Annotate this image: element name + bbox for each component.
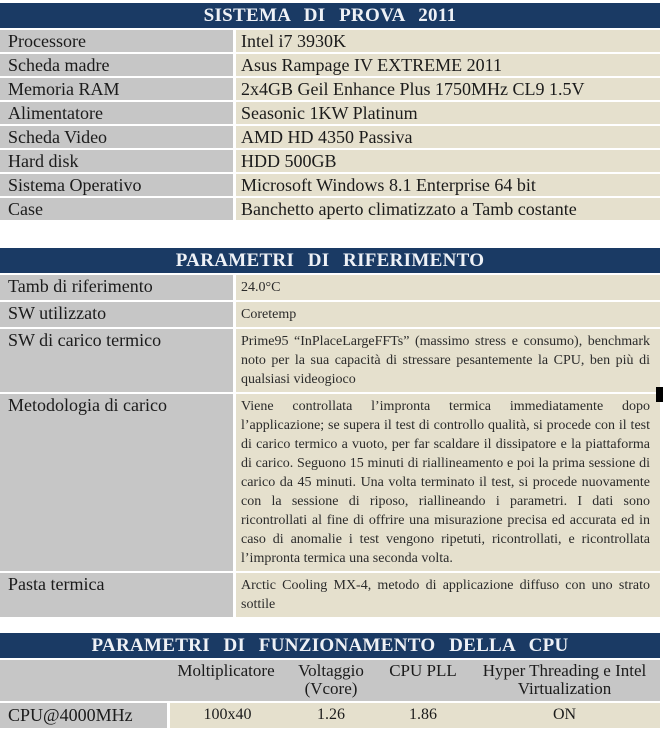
spec-label: Pasta termica: [0, 573, 233, 617]
spec-value: Coretemp: [236, 302, 660, 327]
reference-table: [0, 248, 660, 617]
spec-row: [0, 394, 660, 571]
cpu-cell-cpu-pll: 1.86: [409, 706, 437, 723]
spec-label: Alimentatore: [0, 102, 233, 124]
spec-value: HDD 500GB: [236, 150, 660, 172]
spec-value: Arctic Cooling MX-4, metodo di applicazione diffuso con uno strato sottile: [236, 573, 660, 617]
spec-row: [0, 174, 660, 196]
spec-label: Sistema Operativo: [0, 174, 233, 196]
spec-label: Scheda madre: [0, 54, 233, 76]
cpu-cell-voltaggio: 1.26: [317, 706, 345, 723]
spec-label: Memoria RAM: [0, 78, 233, 100]
cpu-column-header-empty: [0, 662, 167, 698]
spec-row: [0, 30, 660, 52]
spec-value: Seasonic 1KW Platinum: [236, 102, 660, 124]
spec-value: 24.0°C: [236, 275, 660, 300]
spec-value: Asus Rampage IV EXTREME 2011: [236, 54, 660, 76]
spec-label: Scheda Video: [0, 126, 233, 148]
spec-label: Processore: [0, 30, 233, 52]
spec-row: [0, 102, 660, 124]
spec-row: [0, 198, 660, 220]
spec-row: [0, 54, 660, 76]
spec-value: AMD HD 4350 Passiva: [236, 126, 660, 148]
cpu-column-header-voltaggio: Voltaggio (Vcore): [298, 661, 364, 698]
spec-label: Tamb di riferimento: [0, 275, 233, 300]
table-gap: [0, 222, 660, 248]
cpu-cell-moltiplicatore: 100x40: [203, 706, 252, 723]
cpu-columns-row: [0, 660, 660, 701]
table-gap: [0, 619, 660, 633]
spec-label: SW utilizzato: [0, 302, 233, 327]
spec-row: [0, 302, 660, 327]
spec-label: Hard disk: [0, 150, 233, 172]
cpu-row-label: CPU@4000MHz: [0, 703, 167, 728]
spec-row: [0, 150, 660, 172]
cpu-table: [0, 633, 660, 728]
text-cursor-artifact: [656, 387, 663, 402]
spec-row: [0, 78, 660, 100]
spec-value: Prime95 “InPlaceLargeFFTs” (massimo stress e consumo), benchmark noto per la sua capacità di stressare pesantemente la CPU, ben più di qualsiasi videogioco: [236, 329, 660, 392]
cpu-column-header-ht-virtualization: Hyper Threading e Intel Virtualization: [482, 661, 647, 698]
cpu-column-header-moltiplicatore: Moltiplicatore: [177, 661, 275, 680]
reference-table-title: PARAMETRI DI RIFERIMENTO: [0, 248, 660, 273]
cpu-values: [170, 703, 660, 728]
spec-row: [0, 126, 660, 148]
spec-label: SW di carico termico: [0, 329, 233, 392]
system-table: [0, 3, 660, 220]
spec-value: Banchetto aperto climatizzato a Tamb costante: [236, 198, 660, 220]
spec-value: 2x4GB Geil Enhance Plus 1750MHz CL9 1.5V: [236, 78, 660, 100]
cpu-cell-ht-virtualization: ON: [552, 706, 577, 723]
spec-row: [0, 275, 660, 300]
spec-row: [0, 329, 660, 392]
spec-value: Microsoft Windows 8.1 Enterprise 64 bit: [236, 174, 660, 196]
spec-label: Case: [0, 198, 233, 220]
system-table-title: SISTEMA DI PROVA 2011: [0, 3, 660, 28]
spec-value: Intel i7 3930K: [236, 30, 660, 52]
spec-row: [0, 573, 660, 617]
cpu-data-row: [0, 703, 660, 728]
cpu-column-header-cpu-pll: CPU PLL: [389, 661, 457, 680]
cpu-table-title: PARAMETRI DI FUNZIONAMENTO DELLA CPU: [0, 633, 660, 658]
spec-label: Metodologia di carico: [0, 394, 233, 571]
spec-value: Viene controllata l’impronta termica immediatamente dopo l’applicazione; se supera il test di controllo qualità, si procede con il test di carico termico a vuoto, per far scaldare il dissipatore e la piattaforma di carico. Seguono 15 minuti di riallineamento e poi la prima sessione di carico da 45 minuti. Una volta terminato il test, si procede nuovamente con la sessione di riposo, riallineando i parametri. I dati sono ricontrollati al fine di offrire una misurazione precisa ed accurata ed in caso di anomalie i test vengono ripetuti, ricontrollati, e ricontrollata l’impronta termica una seconda volta.: [236, 394, 660, 571]
